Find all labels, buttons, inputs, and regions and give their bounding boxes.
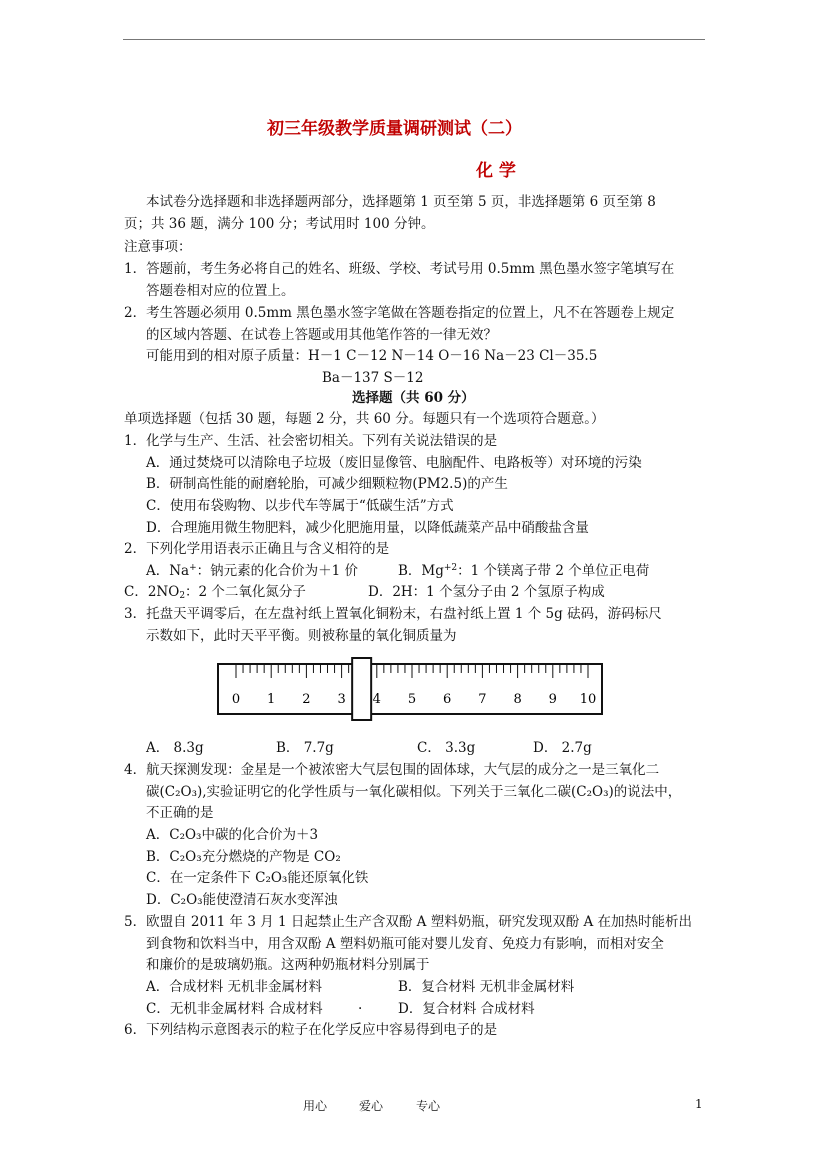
q6-stem: 6．下列结构示意图表示的粒子在化学反应中容易得到电子的是 [124, 1022, 498, 1038]
q5-option-c: C．无机非金属材料 合成材料 [146, 1001, 323, 1017]
intro-line-1: 本试卷分选择题和非选择题两部分，选择题第 1 页至第 5 页，非选择题第 6 页至第 8 [146, 194, 656, 210]
ruler-label: 5 [407, 692, 417, 707]
q5-option-a: A．合成材料 无机非金属材料 [146, 979, 323, 995]
q3-option-d: D． 2.7g [533, 740, 592, 756]
q3-line-1: 3．托盘天平调零后，在左盘衬纸上置氧化铜粉末，右盘衬纸上置 1 个 5g 砝码，游码标尺 [124, 606, 662, 622]
q2-option-b: B．$Mg^{+2}$：1 个镁离子带 2 个单位正电荷 [398, 563, 650, 579]
q5-option-b: B．复合材料 无机非金属材料 [398, 979, 575, 995]
q5-option-d: D．复合材料 合成材料 [398, 1001, 535, 1017]
ruler-label: 10 [579, 692, 597, 707]
q5-line-1: 5．欧盟自 2011 年 3 月 1 日起禁止生产含双酚 A 塑料奶瓶，研究发现双酚 A 在加热时能析出 [124, 914, 693, 930]
q4-option-c: C．在一定条件下 C₂O₃能还原氧化铁 [146, 870, 369, 886]
atomic-mass-line-2: Ba－137 S－12 [322, 370, 424, 386]
notes-title: 注意事项： [124, 239, 192, 255]
q5-line-2: 到食物和饮料当中，用含双酚 A 塑料奶瓶可能对婴儿发育、免疫力有影响，而相对安全 [146, 936, 664, 952]
ruler-label: 7 [478, 692, 487, 707]
ruler-label: 8 [513, 692, 522, 707]
q4-option-a: A．C₂O₃中碳的化合价为＋3 [146, 827, 319, 843]
ruler-label: 4 [372, 692, 381, 707]
footer-motto-1: 用心 [303, 1099, 328, 1113]
footer-motto-3: 专心 [416, 1099, 441, 1113]
q2-option-c: C．$2NO_2$：2 个二氧化氮分子 [124, 584, 306, 601]
section-instructions: 单项选择题（包括 30 题，每题 2 分，共 60 分。每题只有一个选项符合题意。） [124, 411, 605, 427]
exam-title: 初三年级教学质量调研测试（二） [267, 119, 522, 139]
q4-option-d: D．C₂O₃能使澄清石灰水变浑浊 [146, 892, 338, 908]
q1-option-b: B．研制高性能的耐磨轮胎，可减少细颗粒物(PM2.5)的产生 [146, 476, 508, 492]
q4-line-2: 碳(C₂O₃),实验证明它的化学性质与一氧化碳相似。下列关于三氧化二碳(C₂O₃)的说法中， [146, 784, 682, 800]
note-1-line-1: 1．答题前，考生务必将自己的姓名、班级、学校、考试号用 0.5mm 黑色墨水签字笔填写在 [124, 261, 675, 277]
atomic-mass-line-1: 可能用到的相对原子质量：H－1 C－12 N－14 O－16 Na－23 Cl－35.5 [146, 348, 598, 364]
note-2-line-1: 2．考生答题必须用 0.5mm 黑色墨水签字笔做在答题卷指定的位置上，凡不在答题卷上规定 [124, 305, 675, 321]
q1-option-a: A．通过焚烧可以清除电子垃圾（废旧显像管、电脑配件、电路板等）对环境的污染 [146, 455, 642, 471]
q5-line-3: 和廉价的是玻璃奶瓶。这两种奶瓶材料分别属于 [146, 957, 430, 973]
q2-option-a: A．Na+：钠元素的化合价为＋1 价 [146, 563, 359, 579]
q3-line-2: 示数如下，此时天平平衡。则被称量的氧化铜质量为 [146, 628, 457, 644]
page-number: 1 [695, 1097, 703, 1111]
footer-motto-2: 爱心 [359, 1099, 384, 1113]
intro-line-2: 页；共 36 题，满分 100 分；考试用时 100 分钟。 [124, 216, 435, 232]
ruler-label: 9 [548, 692, 557, 707]
q1-option-c: C．使用布袋购物、以步代车等属于“低碳生活”方式 [146, 498, 454, 514]
ruler-label: 1 [267, 692, 276, 707]
q1-option-d: D．合理施用微生物肥料，减少化肥施用量，以降低蔬菜产品中硝酸盐含量 [146, 520, 589, 536]
q3-option-a: A． 8.3g [146, 740, 204, 756]
section-title: 选择题（共 60 分） [352, 390, 475, 406]
q1-stem: 1．化学与生产、生活、社会密切相关。下列有关说法错误的是 [124, 433, 498, 449]
ruler-label: 3 [337, 692, 346, 707]
balance-rider-scale-diagram [217, 657, 603, 721]
note-2-line-2: 的区域内答题、在试卷上答题或用其他笔作答的一律无效？ [146, 327, 497, 343]
q5-stray-mark: . [358, 997, 363, 1013]
q3-option-b: B． 7.7g [276, 740, 334, 756]
q4-line-3: 不正确的是 [146, 805, 214, 821]
subject-title: 化 学 [476, 161, 516, 181]
header-rule [123, 39, 705, 40]
ruler-label: 0 [231, 692, 241, 707]
q4-line-1: 4．航天探测发现：金星是一个被浓密大气层包围的固体球，大气层的成分之一是三氧化二 [124, 762, 660, 778]
note-1-line-2: 答题卷相对应的位置上。 [146, 283, 295, 299]
rider-slider [352, 658, 371, 720]
q3-option-c: C． 3.3g [417, 740, 476, 756]
q2-stem: 2．下列化学用语表示正确且与含义相符的是 [124, 541, 390, 557]
ruler-label: 2 [302, 692, 311, 707]
ruler-label: 6 [443, 692, 452, 707]
q2-option-d: D．2H：1 个氢分子由 2 个氢原子构成 [368, 584, 605, 600]
q4-option-b: B．C₂O₃充分燃烧的产物是 CO₂ [146, 849, 341, 865]
